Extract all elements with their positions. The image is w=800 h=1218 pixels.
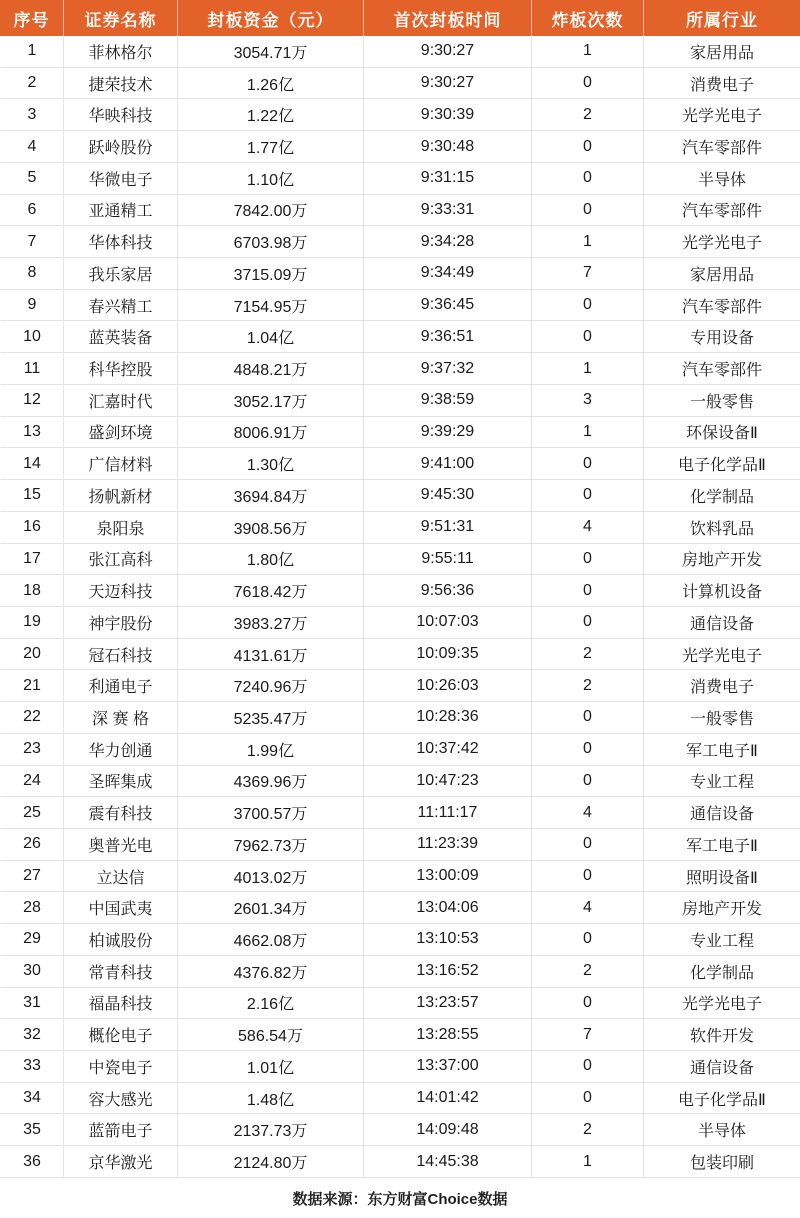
table-row (0, 1019, 800, 1051)
cell-index: 6 (0, 195, 63, 227)
cell-industry: 汽车零部件 (643, 353, 800, 385)
cell-sealed-funds: 3052.17万 (177, 385, 363, 417)
cell-industry: 一般零售 (643, 385, 800, 417)
cell-index: 18 (0, 575, 63, 607)
table-row (0, 258, 800, 290)
cell-sealed-funds: 1.80亿 (177, 544, 363, 576)
table-row (0, 544, 800, 576)
cell-sealed-funds: 7154.95万 (177, 290, 363, 322)
cell-break-count: 0 (531, 480, 643, 512)
cell-index: 29 (0, 924, 63, 956)
cell-industry: 包装印刷 (643, 1146, 800, 1178)
cell-first-seal-time: 11:23:39 (363, 829, 531, 861)
cell-first-seal-time: 10:47:23 (363, 766, 531, 798)
header-cell-security-name: 证券名称 (63, 0, 177, 36)
cell-security-name: 冠石科技 (63, 639, 177, 671)
cell-break-count: 0 (531, 924, 643, 956)
cell-break-count: 0 (531, 861, 643, 893)
table-row (0, 892, 800, 924)
cell-first-seal-time: 9:41:00 (363, 448, 531, 480)
cell-security-name: 容大感光 (63, 1083, 177, 1115)
table-row (0, 512, 800, 544)
header-cell-industry: 所属行业 (643, 0, 800, 36)
cell-first-seal-time: 9:33:31 (363, 195, 531, 227)
cell-security-name: 深 赛 格 (63, 702, 177, 734)
cell-industry: 光学光电子 (643, 226, 800, 258)
cell-index: 19 (0, 607, 63, 639)
cell-sealed-funds: 4848.21万 (177, 353, 363, 385)
cell-first-seal-time: 10:28:36 (363, 702, 531, 734)
table-row (0, 575, 800, 607)
cell-first-seal-time: 10:09:35 (363, 639, 531, 671)
cell-security-name: 华力创通 (63, 734, 177, 766)
cell-index: 20 (0, 639, 63, 671)
cell-first-seal-time: 9:30:48 (363, 131, 531, 163)
header-row (0, 0, 800, 36)
cell-sealed-funds: 1.01亿 (177, 1051, 363, 1083)
table-row (0, 36, 800, 68)
table-row (0, 797, 800, 829)
cell-first-seal-time: 13:00:09 (363, 861, 531, 893)
cell-first-seal-time: 14:09:48 (363, 1114, 531, 1146)
cell-security-name: 利通电子 (63, 670, 177, 702)
cell-index: 27 (0, 861, 63, 893)
cell-break-count: 0 (531, 1051, 643, 1083)
cell-sealed-funds: 1.99亿 (177, 734, 363, 766)
cell-first-seal-time: 9:51:31 (363, 512, 531, 544)
cell-security-name: 我乐家居 (63, 258, 177, 290)
cell-first-seal-time: 9:30:27 (363, 36, 531, 68)
cell-first-seal-time: 9:30:39 (363, 99, 531, 131)
cell-security-name: 科华控股 (63, 353, 177, 385)
cell-security-name: 菲林格尔 (63, 36, 177, 68)
cell-security-name: 柏诚股份 (63, 924, 177, 956)
table-row (0, 988, 800, 1020)
cell-industry: 照明设备Ⅱ (643, 861, 800, 893)
cell-index: 23 (0, 734, 63, 766)
table-row (0, 99, 800, 131)
cell-industry: 半导体 (643, 1114, 800, 1146)
table-row (0, 163, 800, 195)
cell-break-count: 0 (531, 702, 643, 734)
cell-security-name: 福晶科技 (63, 988, 177, 1020)
cell-industry: 电子化学品Ⅱ (643, 448, 800, 480)
cell-first-seal-time: 13:37:00 (363, 1051, 531, 1083)
cell-first-seal-time: 9:55:11 (363, 544, 531, 576)
cell-first-seal-time: 9:31:15 (363, 163, 531, 195)
cell-industry: 化学制品 (643, 956, 800, 988)
table-row (0, 702, 800, 734)
cell-break-count: 7 (531, 258, 643, 290)
cell-break-count: 0 (531, 195, 643, 227)
cell-break-count: 0 (531, 829, 643, 861)
table-row (0, 68, 800, 100)
table-footer (0, 1178, 800, 1218)
cell-first-seal-time: 10:37:42 (363, 734, 531, 766)
cell-index: 22 (0, 702, 63, 734)
cell-break-count: 1 (531, 36, 643, 68)
cell-index: 30 (0, 956, 63, 988)
table-row (0, 607, 800, 639)
cell-break-count: 3 (531, 385, 643, 417)
table-row (0, 290, 800, 322)
cell-break-count: 0 (531, 131, 643, 163)
source-note: 数据来源：东方财富Choice数据 (0, 1178, 800, 1218)
cell-index: 33 (0, 1051, 63, 1083)
cell-first-seal-time: 9:34:49 (363, 258, 531, 290)
cell-industry: 光学光电子 (643, 639, 800, 671)
cell-industry: 软件开发 (643, 1019, 800, 1051)
table-row (0, 670, 800, 702)
cell-sealed-funds: 4131.61万 (177, 639, 363, 671)
cell-sealed-funds: 4662.08万 (177, 924, 363, 956)
cell-sealed-funds: 7240.96万 (177, 670, 363, 702)
cell-break-count: 1 (531, 353, 643, 385)
cell-break-count: 4 (531, 797, 643, 829)
cell-industry: 专业工程 (643, 766, 800, 798)
cell-first-seal-time: 13:23:57 (363, 988, 531, 1020)
cell-break-count: 4 (531, 512, 643, 544)
cell-first-seal-time: 10:07:03 (363, 607, 531, 639)
cell-industry: 环保设备Ⅱ (643, 417, 800, 449)
cell-break-count: 0 (531, 290, 643, 322)
cell-sealed-funds: 2137.73万 (177, 1114, 363, 1146)
header-cell-first-seal-time: 首次封板时间 (363, 0, 531, 36)
cell-first-seal-time: 10:26:03 (363, 670, 531, 702)
cell-industry: 电子化学品Ⅱ (643, 1083, 800, 1115)
cell-sealed-funds: 3908.56万 (177, 512, 363, 544)
cell-index: 13 (0, 417, 63, 449)
table-row (0, 924, 800, 956)
cell-sealed-funds: 1.26亿 (177, 68, 363, 100)
cell-index: 14 (0, 448, 63, 480)
table-row (0, 195, 800, 227)
cell-sealed-funds: 2.16亿 (177, 988, 363, 1020)
cell-index: 9 (0, 290, 63, 322)
cell-first-seal-time: 13:28:55 (363, 1019, 531, 1051)
cell-first-seal-time: 9:34:28 (363, 226, 531, 258)
cell-first-seal-time: 13:04:06 (363, 892, 531, 924)
cell-security-name: 广信材料 (63, 448, 177, 480)
cell-break-count: 0 (531, 1083, 643, 1115)
cell-industry: 计算机设备 (643, 575, 800, 607)
cell-index: 32 (0, 1019, 63, 1051)
cell-security-name: 扬帆新材 (63, 480, 177, 512)
cell-first-seal-time: 14:45:38 (363, 1146, 531, 1178)
cell-sealed-funds: 6703.98万 (177, 226, 363, 258)
cell-security-name: 蓝箭电子 (63, 1114, 177, 1146)
cell-index: 4 (0, 131, 63, 163)
cell-break-count: 7 (531, 1019, 643, 1051)
cell-index: 31 (0, 988, 63, 1020)
cell-industry: 通信设备 (643, 797, 800, 829)
cell-break-count: 1 (531, 417, 643, 449)
cell-break-count: 2 (531, 670, 643, 702)
table-row (0, 417, 800, 449)
cell-security-name: 华微电子 (63, 163, 177, 195)
table-row (0, 353, 800, 385)
cell-sealed-funds: 1.22亿 (177, 99, 363, 131)
cell-break-count: 0 (531, 544, 643, 576)
cell-first-seal-time: 9:36:45 (363, 290, 531, 322)
cell-sealed-funds: 1.30亿 (177, 448, 363, 480)
cell-index: 25 (0, 797, 63, 829)
cell-sealed-funds: 3694.84万 (177, 480, 363, 512)
cell-security-name: 跃岭股份 (63, 131, 177, 163)
cell-first-seal-time: 9:45:30 (363, 480, 531, 512)
cell-security-name: 天迈科技 (63, 575, 177, 607)
table-row (0, 226, 800, 258)
cell-security-name: 立达信 (63, 861, 177, 893)
cell-sealed-funds: 1.48亿 (177, 1083, 363, 1115)
table-header (0, 0, 800, 36)
table-row (0, 639, 800, 671)
cell-break-count: 0 (531, 448, 643, 480)
table-row (0, 480, 800, 512)
cell-industry: 饮料乳品 (643, 512, 800, 544)
cell-index: 36 (0, 1146, 63, 1178)
cell-sealed-funds: 3700.57万 (177, 797, 363, 829)
table-row (0, 956, 800, 988)
cell-security-name: 中国武夷 (63, 892, 177, 924)
cell-security-name: 汇嘉时代 (63, 385, 177, 417)
cell-break-count: 2 (531, 639, 643, 671)
cell-security-name: 华体科技 (63, 226, 177, 258)
cell-security-name: 奥普光电 (63, 829, 177, 861)
cell-break-count: 2 (531, 1114, 643, 1146)
cell-index: 12 (0, 385, 63, 417)
cell-break-count: 0 (531, 766, 643, 798)
cell-industry: 汽车零部件 (643, 290, 800, 322)
cell-break-count: 1 (531, 1146, 643, 1178)
cell-first-seal-time: 9:39:29 (363, 417, 531, 449)
cell-index: 7 (0, 226, 63, 258)
cell-sealed-funds: 2601.34万 (177, 892, 363, 924)
cell-industry: 汽车零部件 (643, 195, 800, 227)
table-row (0, 861, 800, 893)
cell-sealed-funds: 3715.09万 (177, 258, 363, 290)
cell-industry: 专用设备 (643, 321, 800, 353)
cell-security-name: 圣晖集成 (63, 766, 177, 798)
cell-break-count: 0 (531, 163, 643, 195)
cell-sealed-funds: 8006.91万 (177, 417, 363, 449)
cell-sealed-funds: 4013.02万 (177, 861, 363, 893)
cell-break-count: 0 (531, 734, 643, 766)
cell-industry: 消费电子 (643, 670, 800, 702)
cell-security-name: 中瓷电子 (63, 1051, 177, 1083)
cell-break-count: 0 (531, 988, 643, 1020)
cell-break-count: 0 (531, 607, 643, 639)
cell-index: 26 (0, 829, 63, 861)
table-row (0, 1051, 800, 1083)
cell-industry: 光学光电子 (643, 988, 800, 1020)
cell-security-name: 华映科技 (63, 99, 177, 131)
cell-industry: 半导体 (643, 163, 800, 195)
cell-security-name: 亚通精工 (63, 195, 177, 227)
cell-index: 34 (0, 1083, 63, 1115)
cell-index: 10 (0, 321, 63, 353)
cell-index: 17 (0, 544, 63, 576)
cell-first-seal-time: 14:01:42 (363, 1083, 531, 1115)
cell-index: 28 (0, 892, 63, 924)
cell-sealed-funds: 4369.96万 (177, 766, 363, 798)
cell-break-count: 0 (531, 575, 643, 607)
cell-index: 24 (0, 766, 63, 798)
table-row (0, 766, 800, 798)
cell-security-name: 盛剑环境 (63, 417, 177, 449)
cell-break-count: 4 (531, 892, 643, 924)
cell-security-name: 蓝英装备 (63, 321, 177, 353)
cell-industry: 房地产开发 (643, 544, 800, 576)
cell-index: 2 (0, 68, 63, 100)
cell-industry: 房地产开发 (643, 892, 800, 924)
table-row (0, 1083, 800, 1115)
cell-index: 16 (0, 512, 63, 544)
cell-sealed-funds: 7618.42万 (177, 575, 363, 607)
cell-security-name: 常青科技 (63, 956, 177, 988)
cell-sealed-funds: 1.10亿 (177, 163, 363, 195)
cell-industry: 化学制品 (643, 480, 800, 512)
cell-sealed-funds: 1.04亿 (177, 321, 363, 353)
table-row (0, 829, 800, 861)
cell-break-count: 0 (531, 321, 643, 353)
cell-index: 1 (0, 36, 63, 68)
cell-index: 8 (0, 258, 63, 290)
cell-index: 21 (0, 670, 63, 702)
table-row (0, 1146, 800, 1178)
cell-sealed-funds: 586.54万 (177, 1019, 363, 1051)
cell-industry: 汽车零部件 (643, 131, 800, 163)
cell-industry: 通信设备 (643, 1051, 800, 1083)
cell-sealed-funds: 3054.71万 (177, 36, 363, 68)
cell-security-name: 张江高科 (63, 544, 177, 576)
table-row (0, 1114, 800, 1146)
cell-sealed-funds: 7842.00万 (177, 195, 363, 227)
cell-index: 35 (0, 1114, 63, 1146)
cell-industry: 消费电子 (643, 68, 800, 100)
cell-first-seal-time: 11:11:17 (363, 797, 531, 829)
cell-industry: 家居用品 (643, 36, 800, 68)
header-cell-sealed-funds: 封板资金（元） (177, 0, 363, 36)
table-row (0, 448, 800, 480)
cell-sealed-funds: 1.77亿 (177, 131, 363, 163)
cell-industry: 军工电子Ⅱ (643, 734, 800, 766)
cell-first-seal-time: 9:37:32 (363, 353, 531, 385)
header-cell-index: 序号 (0, 0, 63, 36)
cell-industry: 通信设备 (643, 607, 800, 639)
cell-security-name: 春兴精工 (63, 290, 177, 322)
cell-security-name: 捷荣技术 (63, 68, 177, 100)
cell-first-seal-time: 9:36:51 (363, 321, 531, 353)
header-cell-break-count: 炸板次数 (531, 0, 643, 36)
table-row (0, 131, 800, 163)
cell-first-seal-time: 13:10:53 (363, 924, 531, 956)
cell-break-count: 0 (531, 68, 643, 100)
table-body (0, 36, 800, 1178)
cell-industry: 军工电子Ⅱ (643, 829, 800, 861)
cell-index: 11 (0, 353, 63, 385)
cell-index: 3 (0, 99, 63, 131)
cell-security-name: 概伦电子 (63, 1019, 177, 1051)
cell-security-name: 震有科技 (63, 797, 177, 829)
cell-sealed-funds: 3983.27万 (177, 607, 363, 639)
cell-industry: 家居用品 (643, 258, 800, 290)
cell-first-seal-time: 9:30:27 (363, 68, 531, 100)
footer-row (0, 1178, 800, 1218)
cell-security-name: 泉阳泉 (63, 512, 177, 544)
cell-first-seal-time: 13:16:52 (363, 956, 531, 988)
cell-break-count: 2 (531, 956, 643, 988)
cell-first-seal-time: 9:56:36 (363, 575, 531, 607)
cell-index: 15 (0, 480, 63, 512)
cell-industry: 光学光电子 (643, 99, 800, 131)
cell-break-count: 1 (531, 226, 643, 258)
cell-industry: 专业工程 (643, 924, 800, 956)
cell-break-count: 2 (531, 99, 643, 131)
cell-first-seal-time: 9:38:59 (363, 385, 531, 417)
cell-security-name: 神宇股份 (63, 607, 177, 639)
cell-industry: 一般零售 (643, 702, 800, 734)
cell-sealed-funds: 7962.73万 (177, 829, 363, 861)
cell-sealed-funds: 4376.82万 (177, 956, 363, 988)
cell-sealed-funds: 5235.47万 (177, 702, 363, 734)
table-row (0, 321, 800, 353)
table-row (0, 385, 800, 417)
table-row (0, 734, 800, 766)
cell-security-name: 京华激光 (63, 1146, 177, 1178)
cell-index: 5 (0, 163, 63, 195)
cell-sealed-funds: 2124.80万 (177, 1146, 363, 1178)
